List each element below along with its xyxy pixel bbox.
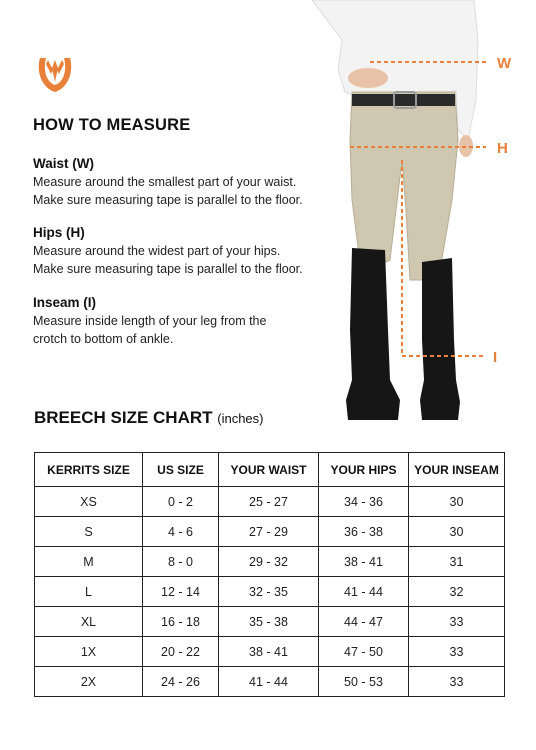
cell-inseam: 33 [409, 607, 505, 637]
cell-inseam: 33 [409, 637, 505, 667]
size-chart-table [34, 452, 505, 697]
cell-us-size: 20 - 22 [143, 637, 219, 667]
cell-inseam: 32 [409, 577, 505, 607]
header-us-size: US SIZE [143, 453, 219, 487]
cell-kerrits-size: M [35, 547, 143, 577]
size-chart-title [34, 408, 264, 428]
inseam-line-1: Measure inside length of your leg from the [33, 314, 267, 328]
waist-marker: W [497, 55, 512, 72]
cell-inseam: 30 [409, 487, 505, 517]
table-row [35, 637, 505, 667]
header-your-waist: YOUR WAIST [219, 453, 319, 487]
model-figure [290, 0, 536, 430]
cell-hips: 50 - 53 [319, 667, 409, 697]
cell-kerrits-size: S [35, 517, 143, 547]
cell-inseam: 31 [409, 547, 505, 577]
table-header-row [35, 453, 505, 487]
waist-heading: Waist (W) [33, 156, 94, 171]
table-row [35, 607, 505, 637]
cell-waist: 29 - 32 [219, 547, 319, 577]
cell-hips: 34 - 36 [319, 487, 409, 517]
waist-line-2: Make sure measuring tape is parallel to the floor. [33, 192, 303, 207]
how-to-measure-title: HOW TO MEASURE [33, 116, 191, 134]
cell-us-size: 0 - 2 [143, 487, 219, 517]
header-kerrits-size: KERRITS SIZE [35, 453, 143, 487]
cell-hips: 41 - 44 [319, 577, 409, 607]
inseam-line-2: crotch to bottom of ankle. [33, 331, 174, 346]
cell-waist: 38 - 41 [219, 637, 319, 667]
table-row [35, 547, 505, 577]
cell-us-size: 4 - 6 [143, 517, 219, 547]
hips-marker: H [497, 140, 508, 157]
inseam-heading: Inseam (I) [33, 295, 97, 310]
cell-inseam: 33 [409, 667, 505, 697]
cell-kerrits-size: XL [35, 607, 143, 637]
cell-kerrits-size: L [35, 577, 143, 607]
horseshoe-icon [34, 52, 76, 96]
cell-waist: 27 - 29 [219, 517, 319, 547]
cell-waist: 32 - 35 [219, 577, 319, 607]
cell-inseam: 30 [409, 517, 505, 547]
cell-hips: 38 - 41 [319, 547, 409, 577]
hips-line-2: Make sure measuring tape is parallel to the floor. [33, 261, 303, 276]
cell-hips: 47 - 50 [319, 637, 409, 667]
cell-us-size: 12 - 14 [143, 577, 219, 607]
size-chart-unit: (inches) [217, 411, 264, 426]
cell-kerrits-size: 2X [35, 667, 143, 697]
cell-hips: 44 - 47 [319, 607, 409, 637]
cell-us-size: 24 - 26 [143, 667, 219, 697]
header-your-hips: YOUR HIPS [319, 453, 409, 487]
cell-kerrits-size: 1X [35, 637, 143, 667]
header-your-inseam: YOUR INSEAM [409, 453, 505, 487]
cell-us-size: 16 - 18 [143, 607, 219, 637]
cell-us-size: 8 - 0 [143, 547, 219, 577]
cell-hips: 36 - 38 [319, 517, 409, 547]
inseam-marker: I [493, 349, 498, 366]
cell-waist: 25 - 27 [219, 487, 319, 517]
table-row [35, 487, 505, 517]
hips-heading: Hips (H) [33, 225, 85, 240]
cell-waist: 35 - 38 [219, 607, 319, 637]
size-chart-title-text: BREECH SIZE CHART [34, 408, 213, 427]
table-row [35, 517, 505, 547]
table-row [35, 667, 505, 697]
waist-line-1: Measure around the smallest part of your waist. [33, 175, 297, 189]
cell-kerrits-size: XS [35, 487, 143, 517]
hips-line-1: Measure around the widest part of your hips. [33, 244, 281, 258]
cell-waist: 41 - 44 [219, 667, 319, 697]
table-row [35, 577, 505, 607]
